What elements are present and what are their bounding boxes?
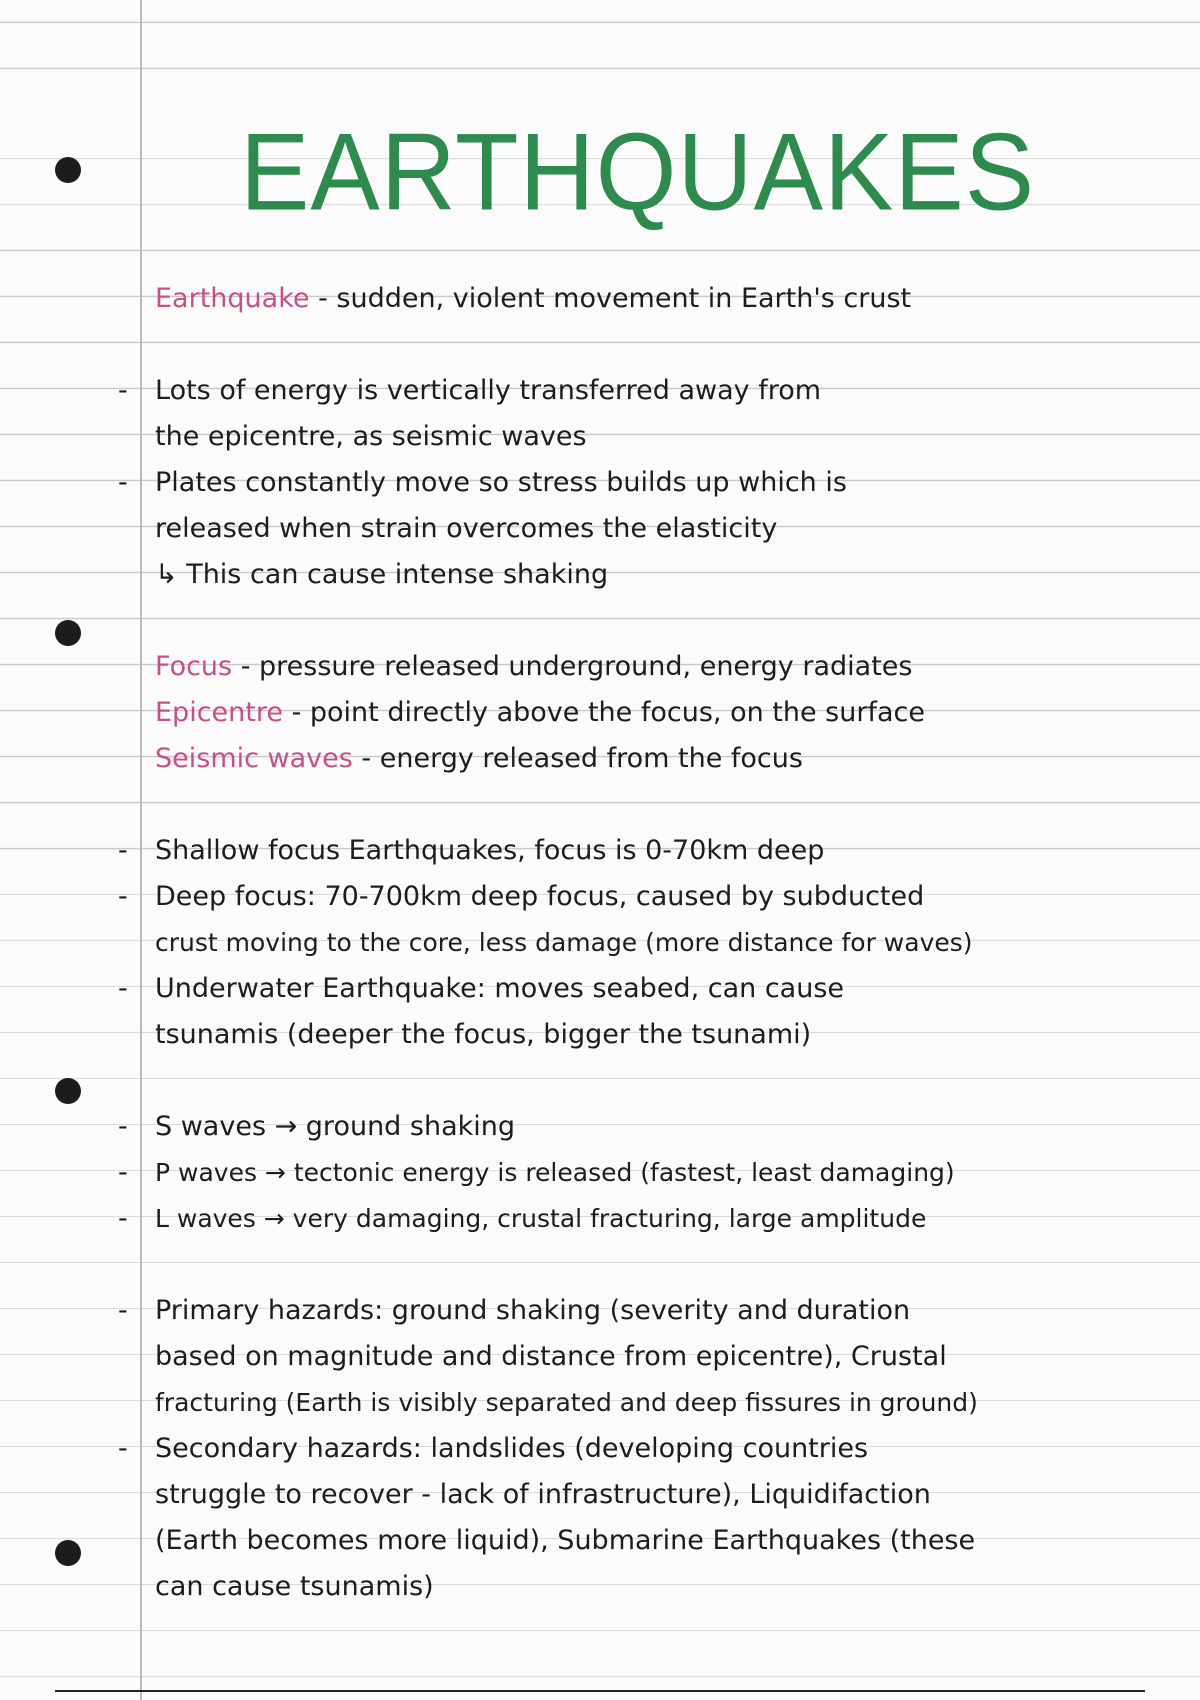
definition-term: Focus — [155, 651, 233, 682]
definition-text: - sudden, violent movement in Earth's crust — [309, 283, 912, 314]
note-line: P waves → tectonic energy is released (fastest, least damaging) — [155, 1158, 955, 1187]
margin-line — [140, 0, 142, 1700]
note-line: Primary hazards: ground shaking (severity and duration — [155, 1295, 911, 1326]
definition-earthquake — [155, 276, 911, 322]
bullet-dash: - — [118, 1157, 128, 1188]
bullet-dash: - — [118, 1295, 128, 1326]
note-line: tsunamis (deeper the focus, bigger the tsunami) — [155, 1019, 812, 1050]
punch-hole — [55, 1540, 81, 1566]
definition-seismic-waves — [155, 736, 803, 782]
bullet-dash: - — [118, 375, 128, 406]
note-line: Underwater Earthquake: moves seabed, can cause — [155, 973, 845, 1004]
note-line: Deep focus: 70-700km deep focus, caused by subducted — [155, 881, 925, 912]
definition-term: Earthquake — [155, 283, 310, 314]
note-line: S waves → ground shaking — [155, 1111, 516, 1142]
punch-hole — [55, 620, 81, 646]
bullet-dash: - — [118, 835, 128, 866]
definition-text: - pressure released underground, energy radiates — [232, 651, 913, 682]
definition-focus — [155, 644, 912, 690]
bullet-dash: - — [118, 1433, 128, 1464]
note-line: Shallow focus Earthquakes, focus is 0-70km deep — [155, 835, 825, 866]
bullet-dash: - — [118, 467, 128, 498]
definition-epicentre — [155, 690, 925, 736]
note-line: the epicentre, as seismic waves — [155, 421, 587, 452]
definition-text: - point directly above the focus, on the surface — [282, 697, 925, 728]
bullet-dash: - — [118, 973, 128, 1004]
note-line: released when strain overcomes the elasticity — [155, 513, 778, 544]
bullet-dash: - — [118, 881, 128, 912]
note-line: can cause tsunamis) — [155, 1571, 434, 1602]
definition-term: Epicentre — [155, 697, 283, 728]
bullet-dash: - — [118, 1203, 128, 1234]
note-line: struggle to recover - lack of infrastructure), Liquidifaction — [155, 1479, 931, 1510]
note-line: (Earth becomes more liquid), Submarine Earthquakes (these — [155, 1525, 976, 1556]
punch-hole — [55, 157, 81, 183]
definition-text: - energy released from the focus — [352, 743, 803, 774]
note-line: Secondary hazards: landslides (developing countries — [155, 1433, 869, 1464]
bullet-dash: - — [118, 1111, 128, 1142]
note-line: Plates constantly move so stress builds up which is — [155, 467, 847, 498]
definition-term: Seismic waves — [155, 743, 353, 774]
note-line: ↳ This can cause intense shaking — [155, 559, 609, 590]
note-line: crust moving to the core, less damage (more distance for waves) — [155, 928, 973, 957]
note-line: fracturing (Earth is visibly separated and deep fissures in ground) — [155, 1388, 978, 1417]
page-title: EARTHQUAKES — [240, 111, 1036, 234]
punch-hole — [55, 1078, 81, 1104]
note-line: Lots of energy is vertically transferred away from — [155, 375, 822, 406]
note-line: L waves → very damaging, crustal fracturing, large amplitude — [155, 1204, 927, 1233]
bottom-rule — [55, 1690, 1145, 1692]
note-line: based on magnitude and distance from epicentre), Crustal — [155, 1341, 947, 1372]
